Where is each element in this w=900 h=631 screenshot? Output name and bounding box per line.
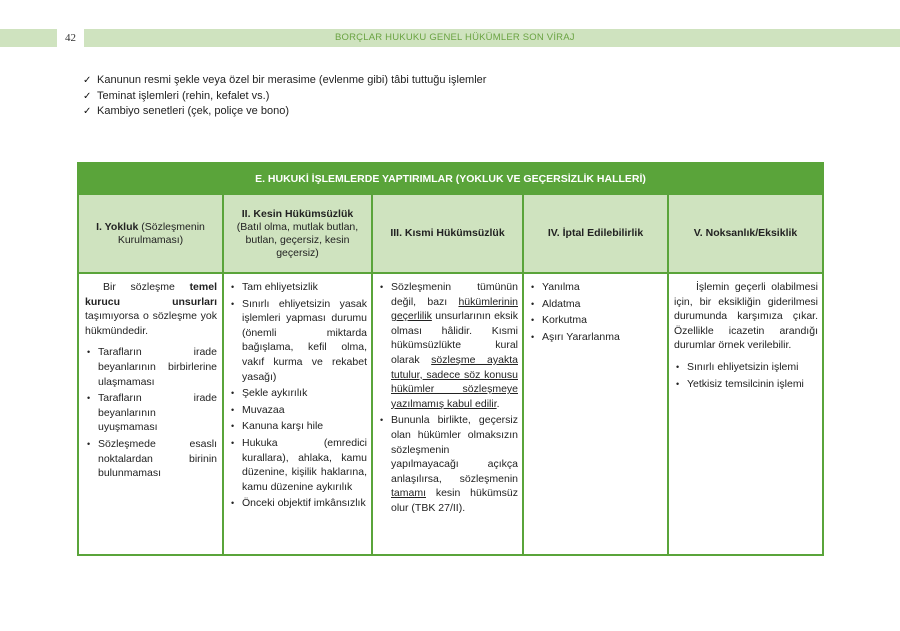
- noksanlik-definition: İşlemin geçerli olabilmesi için, bir eksikliğin giderilmesi durumunda karşımıza çıkar. Özellikle icazetin arandığı durumlar örnek verilebilir.: [674, 281, 818, 352]
- header-band-right: [84, 29, 900, 47]
- checklist-item: ✓ Kanunun resmi şekle veya özel bir merasime (evlenme gibi) tâbi tuttuğu işlemler: [83, 73, 486, 89]
- list-item: • Korkutma: [529, 313, 663, 328]
- column-header-iptal-edilebilirlik: IV. İptal Edilebilirlik: [524, 195, 667, 272]
- list-item: • Yanılma: [529, 280, 663, 295]
- list-item: • Sözleşmenin tümünün değil, bazı hükümlerinin geçerlilik unsurlarının eksik olması hâlidir. Kısmi hükümsüzlükte kural olarak sözleşme ayakta tutulur, sadece söz konusu hükümler sözleşmeye yazılmamış kabul edilir.: [378, 280, 518, 411]
- cell-kesin-hukumsuzluk: [229, 280, 367, 513]
- page-number: 42: [57, 29, 84, 47]
- header-band-left: [0, 29, 57, 47]
- list-item: • Tarafların irade beyanlarının birbirlerine ulaşmaması: [85, 345, 217, 389]
- column-divider: [371, 195, 373, 556]
- column-divider: [222, 195, 224, 556]
- yokluk-list: [85, 345, 217, 480]
- list-item: • Aşırı Yararlanma: [529, 330, 663, 345]
- list-item: • Sınırlı ehliyetsizin yasak işlemleri yapması durumu (önemli miktarda bağışlama, kefil olma, vakıf kurma ve rekabet yasağı): [229, 297, 367, 385]
- header-divider: [79, 272, 822, 274]
- list-item: • Kanuna karşı hile: [229, 419, 367, 434]
- cell-kismi-hukumsuzluk: [378, 280, 518, 518]
- checkmark-icon: ✓: [83, 90, 92, 102]
- yokluk-definition: Bir sözleşme temel kurucu unsurları taşımıyorsa o sözleşme yok hükmündedir.: [85, 281, 217, 337]
- sanctions-table: [77, 162, 824, 556]
- list-item: • Muvazaa: [229, 403, 367, 418]
- column-header-kesin-hukumsuzluk: II. Kesin Hükümsüzlük (Batıl olma, mutlak butlan, butlan, geçersiz, kesin geçersiz): [224, 195, 371, 272]
- kismi-hukumsuzluk-list: [378, 280, 518, 516]
- cell-iptal-edilebilirlik: [529, 280, 663, 346]
- list-item: • Tam ehliyetsizlik: [229, 280, 367, 295]
- list-item: • Şekle aykırılık: [229, 386, 367, 401]
- noksanlik-list: [674, 360, 818, 391]
- checklist: [83, 73, 486, 120]
- list-item: • Tarafların irade beyanlarının uyuşmaması: [85, 391, 217, 435]
- page-header: [0, 29, 900, 47]
- cell-noksanlik: [674, 280, 818, 393]
- iptal-edilebilirlik-list: [529, 280, 663, 344]
- list-item: • Önceki objektif imkânsızlık: [229, 496, 367, 511]
- list-item: • Hukuka (emredici kurallara), ahlaka, kamu düzenine, kişilik haklarına, kamu düzenine aykırılık: [229, 436, 367, 494]
- list-item: • Yetkisiz temsilcinin işlemi: [674, 377, 818, 392]
- column-header-noksanlik: V. Noksanlık/Eksiklik: [669, 195, 822, 272]
- list-item: • Sınırlı ehliyetsizin işlemi: [674, 360, 818, 375]
- list-item: • Bununla birlikte, geçersiz olan hükümler olmaksızın sözleşmenin yapılmayacağı açıkça anlaşılırsa, sözleşmenin tamamı kesin hükümsüz olur (TBK 27/II).: [378, 413, 518, 515]
- table-title: E. HUKUKİ İŞLEMLERDE YAPTIRIMLAR (YOKLUK VE GEÇERSİZLİK HALLERİ): [79, 164, 822, 195]
- kesin-hukumsuzluk-list: [229, 280, 367, 511]
- checkmark-icon: ✓: [83, 106, 92, 117]
- list-item: • Aldatma: [529, 297, 663, 312]
- book-title: BORÇLAR HUKUKU GENEL HÜKÜMLER SON VİRAJ: [335, 32, 575, 43]
- column-divider: [522, 195, 524, 556]
- checklist-item: ✓ Kambiyo senetleri (çek, poliçe ve bono): [83, 104, 486, 120]
- column-header-yokluk: I. Yokluk (Sözleşmenin Kurulmaması): [79, 195, 222, 272]
- checkmark-icon: ✓: [83, 75, 92, 86]
- checklist-item: ✓ Teminat işlemleri (rehin, kefalet vs.): [83, 89, 486, 105]
- column-divider: [667, 195, 669, 556]
- column-header-kismi-hukumsuzluk: III. Kısmi Hükümsüzlük: [373, 195, 522, 272]
- list-item: • Sözleşmede esaslı noktalardan birinin bulunmaması: [85, 437, 217, 481]
- cell-yokluk: [85, 280, 217, 483]
